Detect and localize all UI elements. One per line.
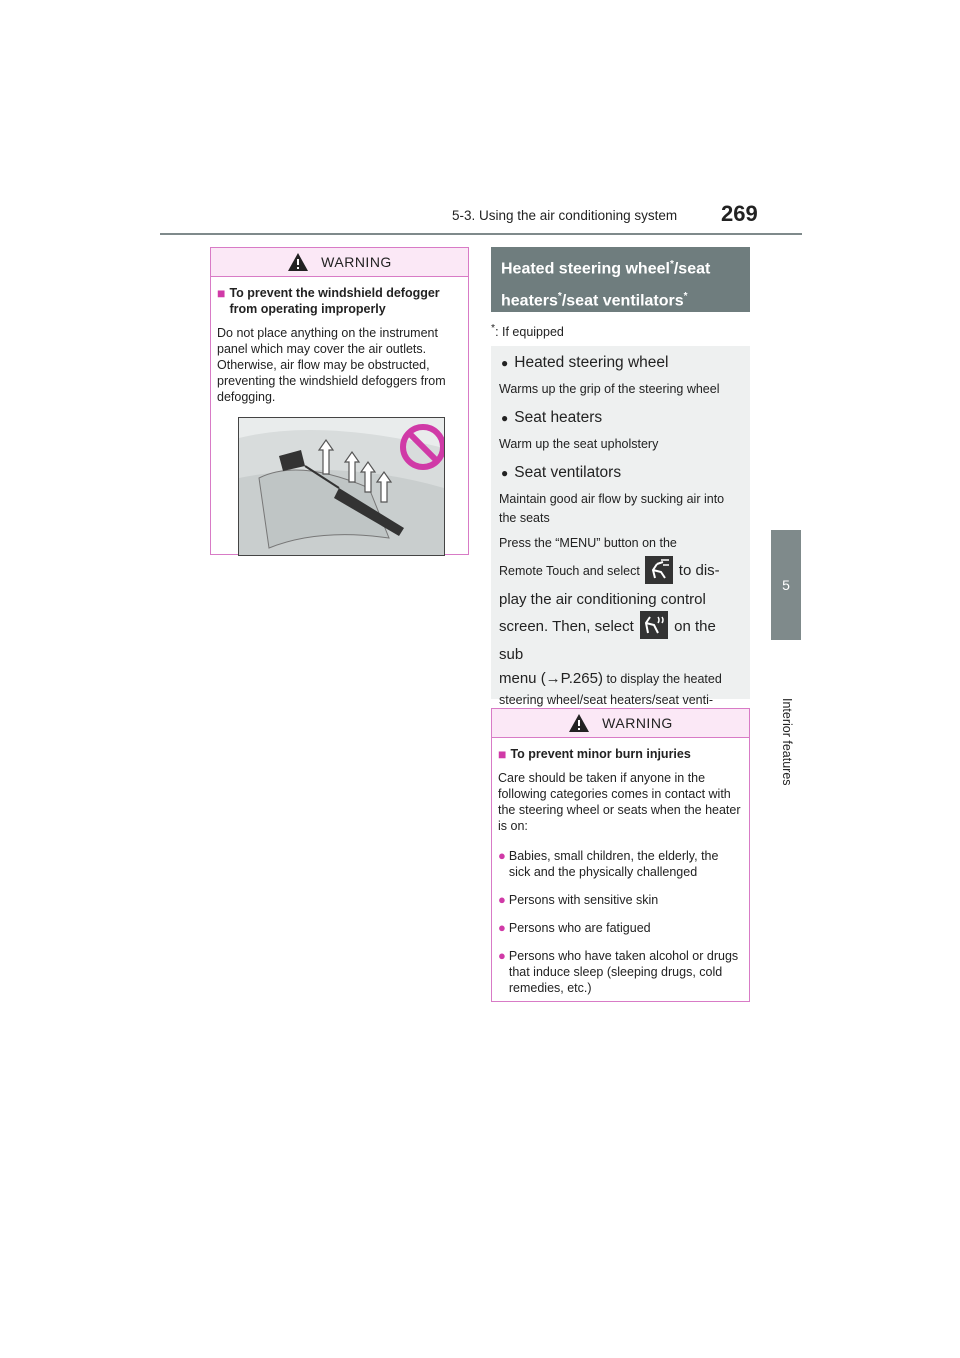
bullet-icon: ● <box>498 892 506 907</box>
feature-desc: Warm up the seat upholstery <box>499 437 659 451</box>
warning-subheading: ■ To prevent the windshield defogger from operating improperly <box>217 285 440 316</box>
bullet-icon: ● <box>498 948 506 963</box>
list-item: ● Persons who have taken alcohol or drugs that induce sleep (sleeping drugs, cold remedies, etc.) <box>498 948 739 995</box>
warning-header <box>211 248 468 277</box>
feature-info-box <box>491 346 750 707</box>
section-title: 5-3. Using the air conditioning system <box>452 208 678 223</box>
list-item: ● Babies, small children, the elderly, the sick and the physically challenged <box>498 848 719 879</box>
page-reference-link[interactable]: menu (→P.265) <box>499 669 603 687</box>
warning-text: Do not place anything on the instrument panel which may cover the air outlets. Otherwise, air flow may be obstructed, preventing the windshield defoggers from defogging. <box>217 326 446 404</box>
square-bullet-icon: ■ <box>498 746 507 762</box>
bullet-icon: ● <box>501 411 509 425</box>
header-rule <box>160 233 802 235</box>
chapter-tab: 5 <box>771 530 801 640</box>
defogger-illustration <box>238 417 445 556</box>
bullet-icon: ● <box>498 920 506 935</box>
instructions: Press the “MENU” button on the Remote Touch and select to dis- play the air conditioning control screen. Then, select on the sub menu (→P.265) to display the heated steering wheel/seat heaters/seat venti- <box>499 536 722 707</box>
list-item: ● Persons who are fatigued <box>498 920 651 935</box>
footnote: *: If equipped <box>491 323 564 340</box>
warning-title: WARNING <box>602 715 673 731</box>
warning-box-burn <box>491 708 750 1002</box>
climate-seat-icon <box>645 556 673 584</box>
square-bullet-icon: ■ <box>217 285 226 301</box>
feature-desc: Warms up the grip of the steering wheel <box>499 382 720 396</box>
seat-heater-icon <box>640 611 668 639</box>
feature-title: ● Seat heaters <box>501 409 603 426</box>
feature-desc: Maintain good air flow by sucking air into the seats <box>499 492 725 525</box>
warning-triangle-icon <box>287 252 309 272</box>
bullet-icon: ● <box>498 848 506 863</box>
warning-subheading: ■ To prevent minor burn injuries <box>498 746 691 762</box>
list-item: ● Persons with sensitive skin <box>498 892 659 907</box>
section-heading: Heated steering wheel*/seat heaters*/seat ventilators* <box>491 247 750 312</box>
chapter-label: Interior features <box>780 698 794 786</box>
warning-header <box>492 709 749 738</box>
warning-title: WARNING <box>321 254 392 270</box>
bullet-icon: ● <box>501 466 509 480</box>
feature-title: ● Seat ventilators <box>501 464 622 481</box>
page-number: 269 <box>721 201 758 226</box>
warning-box-defogger <box>210 247 469 555</box>
warning-triangle-icon <box>568 713 590 733</box>
bullet-icon: ● <box>501 356 509 370</box>
warning-text: Care should be taken if anyone in the following categories comes in contact with the steering wheel or seats when the heater is on: <box>498 771 741 833</box>
feature-title: ● Heated steering wheel <box>501 354 669 371</box>
